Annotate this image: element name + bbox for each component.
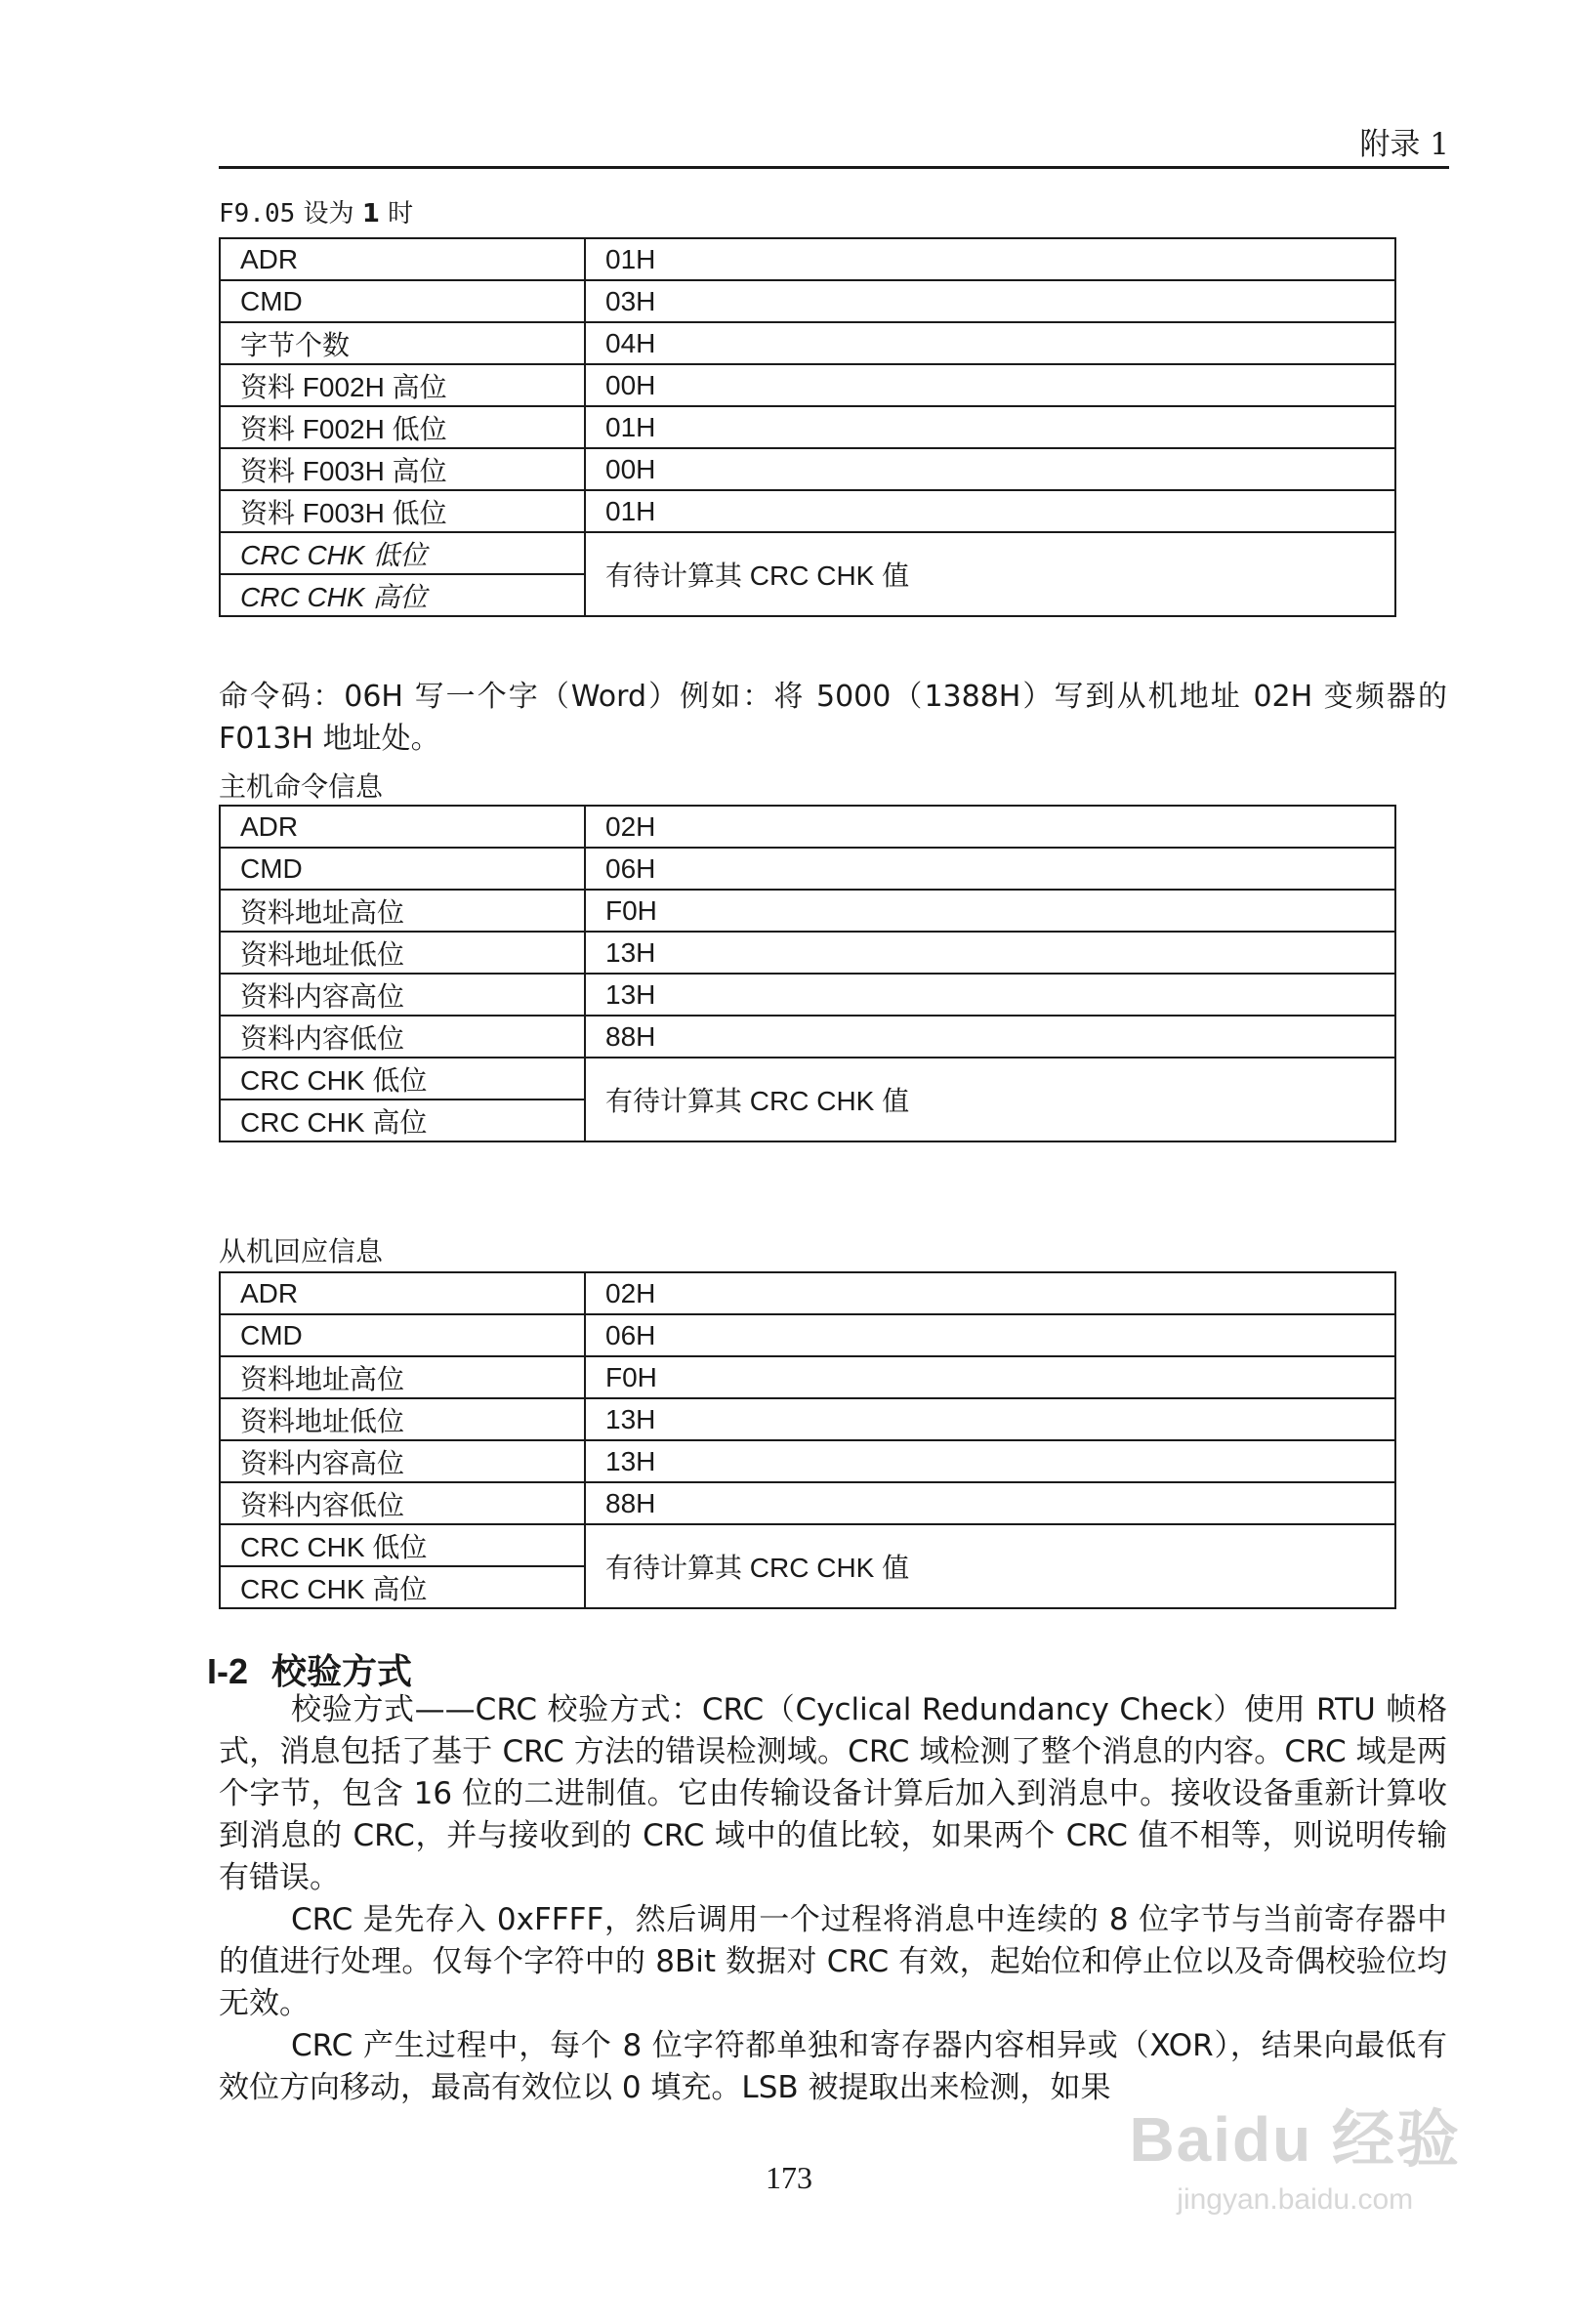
field-name: ADR xyxy=(220,238,585,280)
field-name: CMD xyxy=(220,1314,585,1356)
page-number: 173 xyxy=(766,2160,812,2195)
paragraph: 校验方式——CRC 校验方式：CRC（Cyclical Redundancy Check）使用 RTU 帧格式，消息包括了基于 CRC 方法的错误检测域。CRC 域检测了整个消息的内容。CRC 域是两个字节，包含 16 位的二进制值。它由传输设备计算后加入到消息中。接收设备重新计算收到消息的 CRC，并与接收到的 CRC 域中的值比较，如果两个 CRC 值不相等，则说明传输有错误。 xyxy=(219,1692,1447,1895)
crc-low-label: CRC CHK 低位 xyxy=(220,532,585,574)
field-value: 01H xyxy=(585,490,1395,532)
crc-value: 有待计算其 CRC CHK 值 xyxy=(585,1524,1395,1608)
table-row xyxy=(220,1272,1395,1314)
field-name: CMD xyxy=(220,280,585,322)
section-heading xyxy=(207,1644,412,1694)
field-name: 资料内容低位 xyxy=(220,1016,585,1058)
field-name: ADR xyxy=(220,1272,585,1314)
table-row xyxy=(220,932,1395,974)
table-row xyxy=(220,974,1395,1016)
table-row xyxy=(220,806,1395,848)
parameter-value: 1 xyxy=(361,199,380,228)
section-number: I-2 xyxy=(207,1651,249,1691)
table-row xyxy=(220,406,1395,448)
table-row xyxy=(220,532,1395,574)
field-value: 13H xyxy=(585,1440,1395,1482)
paragraph: CRC 产生过程中，每个 8 位字符都单独和寄存器内容相异或（XOR），结果向最低有效位方向移动，最高有效位以 0 填充。LSB 被提取出来检测，如果 xyxy=(219,2028,1447,2105)
field-name: 资料 F003H 低位 xyxy=(220,490,585,532)
field-value: 13H xyxy=(585,932,1395,974)
field-value: 01H xyxy=(585,238,1395,280)
parameter-note-text: 设为 xyxy=(295,199,362,228)
table-row xyxy=(220,1440,1395,1482)
crc-low-label: CRC CHK 低位 xyxy=(220,1524,585,1566)
crc-high-label: CRC CHK 高位 xyxy=(220,574,585,616)
field-value: 88H xyxy=(585,1016,1395,1058)
response-table-f905 xyxy=(219,237,1396,617)
field-name: 资料地址低位 xyxy=(220,1398,585,1440)
field-name: ADR xyxy=(220,806,585,848)
table-row xyxy=(220,1482,1395,1524)
watermark-url: jingyan.baidu.com xyxy=(1177,2183,1414,2216)
parameter-code: F9.05 xyxy=(219,199,296,228)
section-title: 校验方式 xyxy=(271,1651,413,1691)
master-command-table xyxy=(219,805,1396,1142)
field-name: 资料地址高位 xyxy=(220,1356,585,1398)
cmd06-intro: 命令码：06H 写一个字（Word）例如：将 5000（1388H）写到从机地址 02H 变频器的 F013H 地址处。 xyxy=(219,680,1447,756)
body-text xyxy=(219,1689,1447,2109)
crc-value: 有待计算其 CRC CHK 值 xyxy=(585,1058,1395,1141)
header-title: 附录 1 xyxy=(1359,127,1449,162)
field-value: 03H xyxy=(585,280,1395,322)
field-name: 资料 F002H 高位 xyxy=(220,364,585,406)
field-name: CMD xyxy=(220,848,585,890)
crc-low-label: CRC CHK 低位 xyxy=(220,1058,585,1100)
table-row xyxy=(220,1398,1395,1440)
baidu-watermark xyxy=(1129,2090,1461,2217)
table-row xyxy=(220,848,1395,890)
table-row xyxy=(220,1016,1395,1058)
table-row xyxy=(220,1524,1395,1566)
field-name: 资料 F002H 低位 xyxy=(220,406,585,448)
header-rule xyxy=(219,166,1449,169)
table-row xyxy=(220,238,1395,280)
field-name: 字节个数 xyxy=(220,322,585,364)
crc-high-label: CRC CHK 高位 xyxy=(220,1100,585,1141)
field-value: 13H xyxy=(585,974,1395,1016)
slave-caption: 从机回应信息 xyxy=(219,1235,384,1267)
crc-value: 有待计算其 CRC CHK 值 xyxy=(585,532,1395,616)
table-row xyxy=(220,1314,1395,1356)
field-value: 00H xyxy=(585,448,1395,490)
watermark-logo-text: Baidu 经验 xyxy=(1129,2104,1461,2175)
field-name: 资料内容高位 xyxy=(220,1440,585,1482)
table-row xyxy=(220,890,1395,932)
table-row xyxy=(220,1058,1395,1100)
field-value: 02H xyxy=(585,1272,1395,1314)
field-value: 88H xyxy=(585,1482,1395,1524)
field-value: 02H xyxy=(585,806,1395,848)
table-row xyxy=(220,448,1395,490)
field-value: 06H xyxy=(585,1314,1395,1356)
field-value: F0H xyxy=(585,890,1395,932)
field-name: 资料地址低位 xyxy=(220,932,585,974)
field-value: 06H xyxy=(585,848,1395,890)
paragraph: CRC 是先存入 0xFFFF，然后调用一个过程将消息中连续的 8 位字节与当前寄存器中的值进行处理。仅每个字符中的 8Bit 数据对 CRC 有效，起始位和停止位以及奇偶校验位均无效。 xyxy=(219,1902,1447,2021)
field-value: F0H xyxy=(585,1356,1395,1398)
field-value: 13H xyxy=(585,1398,1395,1440)
field-name: 资料内容高位 xyxy=(220,974,585,1016)
table-row xyxy=(220,364,1395,406)
crc-high-label: CRC CHK 高位 xyxy=(220,1566,585,1608)
field-name: 资料内容低位 xyxy=(220,1482,585,1524)
parameter-note xyxy=(219,193,413,229)
field-name: 资料地址高位 xyxy=(220,890,585,932)
slave-response-table xyxy=(219,1271,1396,1609)
table-row xyxy=(220,490,1395,532)
field-name: 资料 F003H 高位 xyxy=(220,448,585,490)
table-row xyxy=(220,1356,1395,1398)
master-caption: 主机命令信息 xyxy=(219,770,384,803)
field-value: 04H xyxy=(585,322,1395,364)
field-value: 00H xyxy=(585,364,1395,406)
parameter-note-suffix: 时 xyxy=(379,199,414,228)
table-row xyxy=(220,322,1395,364)
table-row xyxy=(220,280,1395,322)
field-value: 01H xyxy=(585,406,1395,448)
